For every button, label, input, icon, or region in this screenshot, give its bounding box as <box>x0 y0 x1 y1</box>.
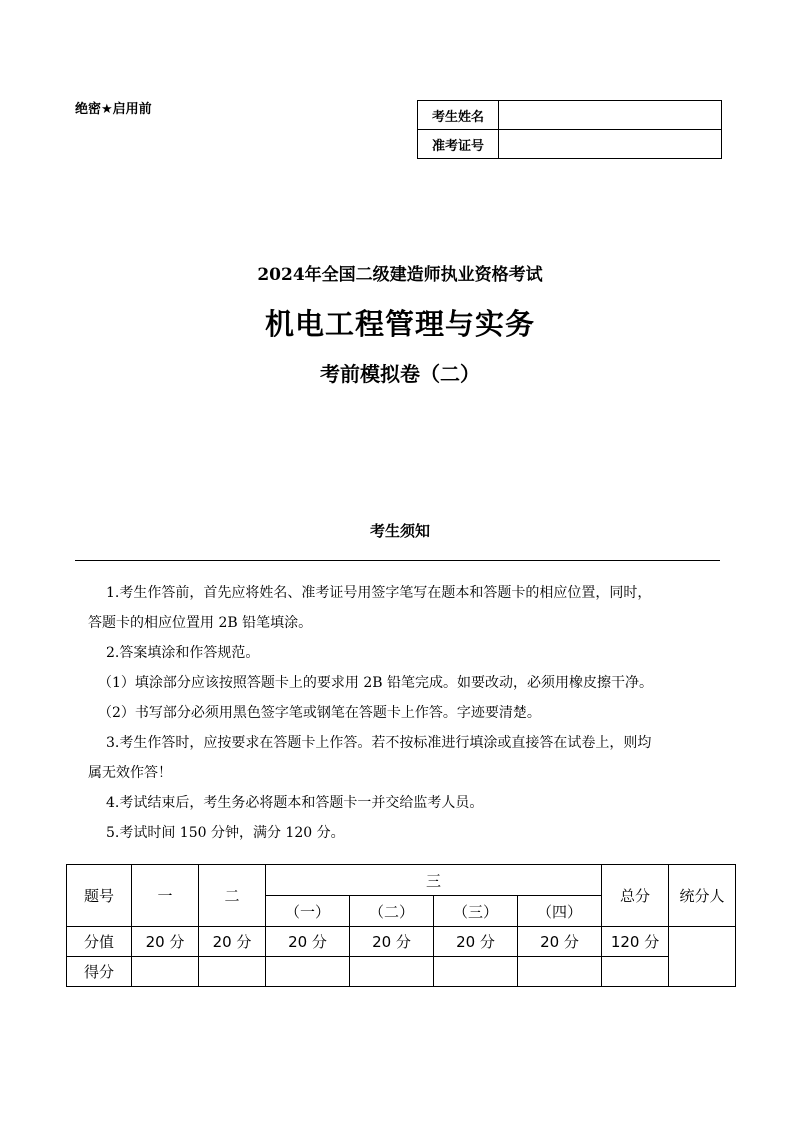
score-table <box>66 864 736 987</box>
instruction-line: 属无效作答！ <box>88 765 172 781</box>
header-part-2: 二 <box>199 865 266 927</box>
score-cell[interactable] <box>266 957 350 987</box>
confidential-label: 绝密★启用前 <box>75 102 152 117</box>
value-cell: 20 分 <box>434 927 518 957</box>
header-part-1: 一 <box>132 865 199 927</box>
header-scorer: 统分人 <box>669 865 736 927</box>
value-cell: 20 分 <box>266 927 350 957</box>
score-cell[interactable] <box>199 957 266 987</box>
name-field[interactable] <box>499 101 722 130</box>
value-cell: 20 分 <box>518 927 602 957</box>
value-cell: 120 分 <box>602 927 669 957</box>
scorer-cell[interactable] <box>669 927 736 987</box>
header-part-3: 三 <box>266 865 602 896</box>
instruction-line: 答题卡的相应位置用 2B 铅笔填涂。 <box>88 615 313 631</box>
score-cell[interactable] <box>518 957 602 987</box>
candidate-info-table <box>417 100 722 159</box>
header-sub-4: （四） <box>518 896 602 927</box>
instruction-line: （1）填涂部分应该按照答题卡上的要求用 2B 铅笔完成。如要改动，必须用橡皮擦干净。 <box>98 675 654 691</box>
header-sub-3: （三） <box>434 896 518 927</box>
value-row-label: 分值 <box>67 927 132 957</box>
value-cell: 20 分 <box>199 927 266 957</box>
score-row-label: 得分 <box>67 957 132 987</box>
instruction-line: 2.答案填涂和作答规范。 <box>106 645 260 661</box>
subject-title: 机电工程管理与实务 <box>264 307 535 341</box>
id-label: 准考证号 <box>418 130 499 159</box>
instruction-line: 1.考生作答前，首先应将姓名、准考证号用签字笔写在题本和答题卡的相应位置，同时， <box>106 585 652 601</box>
score-cell[interactable] <box>434 957 518 987</box>
name-label: 考生姓名 <box>418 101 499 130</box>
instruction-line: （2）书写部分必须用黑色签字笔或钢笔在答题卡上作答。字迹要清楚。 <box>98 705 541 721</box>
instruction-line: 5.考试时间 150 分钟，满分 120 分。 <box>106 825 345 841</box>
instructions <box>88 578 728 848</box>
score-cell[interactable] <box>350 957 434 987</box>
header-sub-1: （一） <box>266 896 350 927</box>
header-question: 题号 <box>67 865 132 927</box>
score-cell[interactable] <box>602 957 669 987</box>
instruction-line: 3.考生作答时，应按要求在答题卡上作答。若不按标准进行填涂或直接答在试卷上，则均 <box>106 735 652 751</box>
instruction-line: 4.考试结束后，考生务必将题本和答题卡一并交给监考人员。 <box>106 795 484 811</box>
id-field[interactable] <box>499 130 722 159</box>
exam-title: 2024年全国二级建造师执业资格考试 <box>257 265 543 285</box>
value-cell: 20 分 <box>350 927 434 957</box>
paper-subtitle: 考前模拟卷（二） <box>320 362 480 386</box>
header-total: 总分 <box>602 865 669 927</box>
score-cell[interactable] <box>132 957 199 987</box>
divider <box>75 560 720 561</box>
header-sub-2: （二） <box>350 896 434 927</box>
notice-heading: 考生须知 <box>369 522 430 540</box>
value-cell: 20 分 <box>132 927 199 957</box>
